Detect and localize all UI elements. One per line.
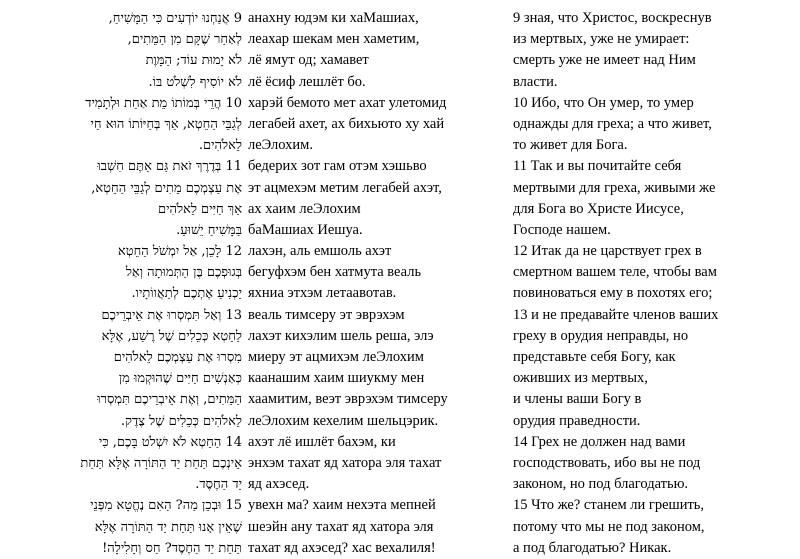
russian-line: повиноваться ему в похотях его;	[513, 285, 713, 302]
russian-line: а под благодатью? Никак.	[513, 539, 672, 556]
hebrew-line: שֶׁאֵין אָנוּ תַּחַת יַד הַתּוֹרָה אֶלָּא	[94, 519, 242, 535]
hebrew-line: לַחֵטְא כְּכֵלִים שֶׁל רֶשַׁע, אֶלָּא	[101, 328, 242, 344]
russian-line: власти.	[513, 73, 558, 90]
transliteration-line: леЭлохим кехелим шельцэрик.	[248, 412, 439, 429]
hebrew-line: מִסְרוּ אֶת עַצְמְכֶם לֵאלֹהִים	[113, 350, 242, 365]
transliteration-line: леахар шекам мен хаметим,	[248, 31, 420, 48]
russian-line: смертном вашем теле, чтобы вам	[513, 264, 717, 281]
russian-line: Господе нашем.	[513, 221, 611, 238]
russian-line: законом, но под благодатью.	[513, 476, 689, 493]
hebrew-line: בְּגוּפְכֶם בֶּן הַתְּמוּתָה וְאַל	[125, 265, 242, 281]
transliteration-line: анахну юдэм ки хаМашиах,	[248, 10, 419, 26]
transliteration-column	[248, 8, 448, 559]
hebrew-line: 13 וְאַל תִּמְסְרוּ אֶת אֵיבְרֵיכֶם	[101, 307, 242, 323]
hebrew-line: כְּאַנְשִׁים חַיִּים שֶׁהוּקְמוּ מִן	[118, 371, 242, 387]
hebrew-line: לֵאלֹהִים כְּכֵלִים שֶׁל צֶדֶק.	[120, 413, 242, 429]
transliteration-line: харэй бемото мет ахат улетомид	[248, 94, 447, 111]
transliteration-line: ах хаим леЭлохим	[248, 200, 361, 217]
transliteration-line: увехн ма? хаим нехэта мепней	[248, 497, 436, 514]
russian-line: 11 Так и вы почитайте себя	[513, 158, 682, 175]
transliteration-line: веаль тимсеру эт эврэхэм	[248, 306, 405, 323]
hebrew-line: לְגַבֵּי הַחֵטְא, אַךְ בְּחַיּוֹתוֹ הוּא חַי	[90, 116, 242, 132]
russian-line: из мертвых, уже не умирает:	[513, 31, 690, 48]
hebrew-line: לְאַחַר שֶׁקָּם מִן הַמֵּתִים,	[127, 32, 242, 48]
hebrew-line: לֹא יוֹסִיף לִשְׁלֹט בּוֹ.	[148, 74, 242, 90]
hebrew-line: תַּחַת יַד הַחֶסֶד? חַס וְחָלִילָה!	[102, 540, 242, 556]
transliteration-line: миеру эт ацмихэм леЭлохим	[248, 349, 424, 365]
russian-line: 12 Итак да не царствует грех в	[513, 243, 702, 260]
russian-line: оживших из мертвых,	[513, 370, 648, 387]
hebrew-line: אֶת עַצְמְכֶם מֵתִים לְגַבֵּי הַחֵטְא,	[91, 180, 242, 196]
transliteration-line: бегуфхэм бен хатмута веаль	[248, 264, 422, 281]
russian-line: орудия праведности.	[513, 412, 641, 429]
hebrew-line: אֵינְכֶם תַּחַת יַד הַתּוֹרָה אֶלָּא תַּחַת	[80, 455, 242, 471]
hebrew-line: 10 הֲרֵי בְּמוֹתוֹ מֵת אַחַת וּלְתָמִיד	[85, 95, 242, 111]
hebrew-line: לֹא יָמוּת עוֹד; הַמָּוֶת	[145, 53, 242, 69]
transliteration-line: яд ахэсед.	[248, 476, 310, 493]
hebrew-line: 12 לָכֵן, אַל יִמְשֹׁל הַחֵטְא	[117, 244, 242, 260]
transliteration-line: тахат яд ахэсед? хас вехалиля!	[248, 539, 436, 556]
russian-line: и члены ваши Богу в	[513, 391, 642, 408]
transliteration-line: бедерих зот гам отэм хэшьво	[248, 158, 427, 175]
russian-line: 15 Что же? станем ли грешить,	[513, 497, 705, 514]
russian-line: мертвыми для греха, живыми же	[513, 179, 716, 196]
transliteration-line: баМашиах Иешуа.	[248, 221, 363, 238]
russian-line: представьте себя Богу, как	[513, 349, 676, 365]
hebrew-text-column	[62, 8, 242, 559]
transliteration-line: шеэйн ану тахат яд хатора эля	[248, 518, 434, 535]
transliteration-line: хаамитим, веэт эврэхэм тимсеру	[248, 391, 448, 408]
russian-line: 13 и не предавайте членов ваших	[513, 306, 719, 323]
russian-line: греху в орудия неправды, но	[513, 327, 689, 344]
hebrew-line: 14 הַחֵטְא לֹא יִשְׁלֹט בָּכֶם, כִּי	[98, 434, 242, 450]
hebrew-line: לֵאלֹהִים.	[198, 138, 242, 154]
transliteration-line: эт ацмехэм метим легабей ахэт,	[248, 179, 442, 196]
transliteration-line: легабей ахет, ах бихьюто ху хай	[248, 115, 445, 132]
russian-line: смерть уже не имеет над Ним	[513, 52, 696, 69]
russian-line: 14 Грех не должен над вами	[513, 433, 686, 450]
hebrew-line: בַּמָּשִׁיחַ יֵשׁוּעַ.	[176, 222, 242, 238]
transliteration-line: лахэт кихэлим шель реша, элэ	[248, 327, 434, 344]
hebrew-line: יַכְנִיעַ אֶתְכֶם לְתַאֲווֹתָיו.	[131, 286, 242, 302]
russian-translation-column	[513, 8, 798, 559]
russian-line: то живет для Бога.	[513, 137, 628, 154]
transliteration-line: каанашим хаим шиукму мен	[248, 370, 425, 387]
hebrew-line: 9 אֲנַחְנוּ יוֹדְעִים כִּי הַמָּשִׁיחַ,	[108, 11, 242, 26]
russian-line: 10 Ибо, что Он умер, то умер	[513, 94, 694, 111]
transliteration-line: энхэм тахат яд хатора эля тахат	[248, 454, 442, 471]
hebrew-line: אַךְ חַיִּים לֵאלֹהִים	[157, 201, 242, 217]
transliteration-line: яхниа этхэм летаавотав.	[248, 285, 397, 302]
transliteration-line: леЭлохим.	[248, 137, 313, 154]
transliteration-line: лахэн, аль емшоль ахэт	[248, 243, 392, 260]
transliteration-line: лё ямут од; хамавет	[248, 52, 369, 69]
transliteration-line: лё ёсиф лешлёт бо.	[248, 73, 366, 90]
russian-line: господствовать, ибо вы не под	[513, 454, 701, 471]
russian-line: однажды для греха; а что живет,	[513, 115, 712, 132]
hebrew-line: 15 וּבְכֵן מַה? הַאִם נֶחֱטָא מִפְּנֵי	[90, 498, 242, 514]
hebrew-line: יַד הַחֶסֶד.	[195, 477, 242, 493]
transliteration-line: ахэт лё ишлёт бахэм, ки	[248, 433, 396, 450]
hebrew-line: 11 בְּדֶרֶךְ זֹאת גַּם אַתֶּם חִשְׁבוּ	[97, 159, 242, 175]
russian-line: потому что мы не под законом,	[513, 518, 705, 535]
russian-line: для Бога во Христе Иисусе,	[513, 200, 684, 217]
russian-line: 9 зная, что Христос, воскреснув	[513, 10, 712, 26]
hebrew-line: הַמֵּתִים, וְאֶת אֵיבְרֵיכֶם תִּמְסְרוּ	[97, 392, 242, 408]
